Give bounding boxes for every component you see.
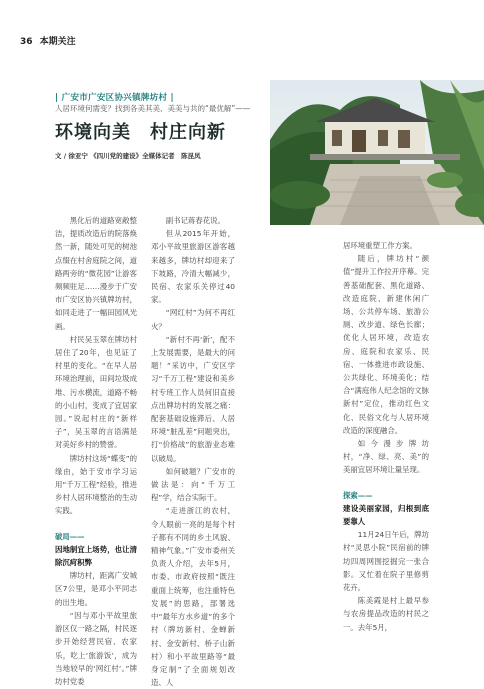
page-number: 36 [20, 37, 33, 47]
column-1 [55, 214, 137, 688]
article-title: 环境向美 村庄向新 [55, 122, 226, 143]
paragraph: 如何破题？广安市的做法是：向“千万工程”学，结合实际干。 [151, 466, 235, 503]
page-header [20, 34, 76, 47]
paragraph: 副书记蒋春花说。 [165, 216, 225, 225]
paragraph: “新村不再‘新’，配不上发展需要，是最大的问题！”采访中，广安区学习“千万工程”建设和美乡村专班工作人员何旧直接点出牌坊村的发展之痛：配套基础设施滞后、人居环境“脏乱差”问题突出，打“价格战”的旅游业态难以破局。 [151, 334, 235, 463]
paragraph: 随后，牌坊村“颜值”提升工作拉开序幕。完善基础配套、黑化道路、改造庭院、新建休闲广场、公共停车场、旅游公厕、改步道、绿色长廊；优化人居环境，改造农房、庭院和农家乐、民宿、一体推进市政设施、公共绿化、环境美化；结合“满庭伟人纪念馆的文脉新村”定位，推动红色文化、民俗文化与人居环境改造的深度融合。 [343, 254, 429, 435]
section-heading: 建设美丽家园，归根到底要靠人 [343, 503, 429, 527]
paragraph: 陈美霞是村上最早参与农房提品改造的村民之一。去年5月， [343, 596, 429, 632]
paragraph: 村民吴玉翠在牌坊村居住了20年，也见证了村里的变化。“在早人居环境治理前，田间垃圾成堆、污水横流，道路不畅的小山村，变成了宜居家园。”说起村庄的“新样子”，吴玉翠的言语满是对美好乡村的赞誉。 [55, 334, 137, 450]
village-photo-image [270, 80, 484, 225]
paragraph: 牌坊村，距离广安城区7公里，是邓小平同志的出生地。 [55, 571, 137, 607]
paragraph: 黑化后的道路宽敞整洁，提质改造后的院落焕然一新，随处可见的树池点缀在村舍庭院之间，道路两旁的“微花园”让游客频频驻足……漫步于广安市广安区协兴镇牌坊村，如同走进了一幅田园风光画。 [55, 216, 137, 331]
section-label: 破局—— [55, 531, 85, 541]
paragraph: 居环境重塑工作方案。 [343, 241, 417, 250]
column-2 [151, 214, 235, 689]
paragraph: 但从2015年开始，邓小平故里旅游区游客越来越多，牌坊村却迎来了下坡路，冷清大幅减少，民宿、农家乐关停过40家。 [151, 229, 235, 305]
article-deck: 人居环境何需变？找到各美其美、美美与共的“最优解”—— [55, 104, 251, 113]
article-byline: 文 / 徐亚宁 《四川党的建设》全媒体记者 陈昆凤 [55, 152, 201, 160]
column-3 [343, 239, 429, 634]
paragraph: 11月24日午后，牌坊村“灵思小院”民宿前的牌坊四周网围挖掘完一张合影。又忙着在院子里修剪花卉。 [343, 530, 429, 593]
paragraph: 如今漫步牌坊村，“净、绿、亮、美”的美丽宜居环境让量呈现。 [343, 439, 429, 475]
paragraph: 牌坊村这场“蝶变”的缘由，始于安市学习运用“千万工程”经验，推进乡村人居环境整治的生动实践。 [55, 453, 137, 516]
section-label: 探索—— [343, 490, 373, 500]
section-name: 本期关注 [39, 37, 76, 47]
paragraph: “走进浙江的农村，令人眼前一亮的是每个村子都有不同的乡土风貌、精神气象。”广安市委州关负责人介绍，去年5月，市委、市政府按照“既注重面上统筹，也注重特色发展”的思路，部署选中“最年方水乡道”的多个村（牌坊新村、金蝉新村、金安新村、桥子山新村）和小平故里路等“最身定制”了全面规划改造、人 [151, 506, 235, 688]
village-photo [270, 80, 484, 225]
section-heading: 因地制宜上场势，也让清除沉疴积弊 [55, 544, 137, 568]
paragraph: “因与邓小平故里旅游区仅一路之隔，村民逐步开始经营民宿、农家乐，吃上‘旅游饭’，成为当地较早的‘网红村’。”牌坊村党委 [55, 610, 137, 686]
paragraph: “网红村”为何不再红火？ [151, 308, 235, 331]
column-tag: | 广安市广安区协兴镇牌坊村 | [55, 93, 174, 103]
